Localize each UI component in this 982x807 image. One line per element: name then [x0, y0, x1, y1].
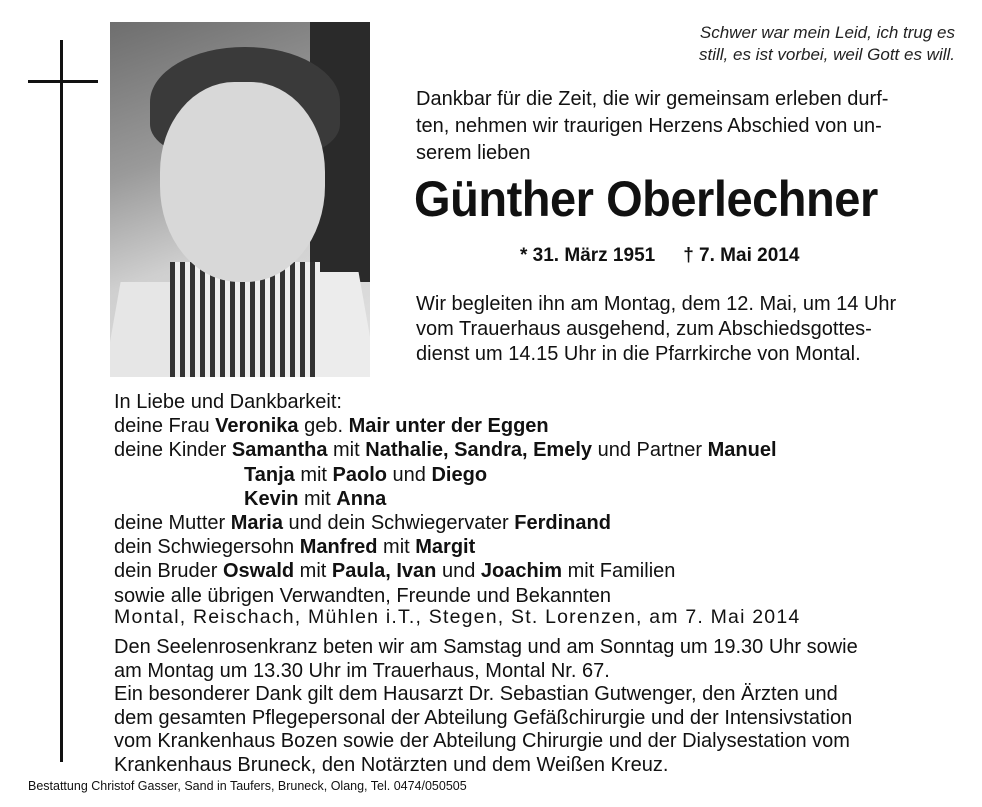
mourner-children: Kevin mit Anna	[244, 487, 387, 510]
places-and-date: Montal, Reischach, Mühlen i.T., Stegen, St. Lorenzen, am 7. Mai 2014	[114, 606, 801, 628]
thanks-line: dem gesamten Pflegepersonal der Abteilung Gefäßchirurgie und der Intensivstation	[114, 706, 853, 729]
funeral-home-footer: Bestattung Christof Gasser, Sand in Taufers, Bruneck, Olang, Tel. 0474/050505	[28, 779, 467, 793]
mourner-wife: deine Frau Veronika geb. Mair unter der Eggen	[114, 415, 549, 438]
mourners-heading: In Liebe und Dankbarkeit:	[114, 391, 342, 413]
motto-line: still, es ist vorbei, weil Gott es will.	[698, 45, 955, 64]
cross-horizontal-bar	[28, 80, 98, 83]
mourners-list	[114, 390, 934, 608]
birth-date: * 31. März 1951	[520, 245, 656, 266]
motto-line: Schwer war mein Leid, ich trug es	[699, 23, 955, 42]
mourner-children: deine Kinder Samantha mit Nathalie, Sandra, Emely und Partner Manuel	[114, 439, 777, 462]
motto-verse	[560, 22, 955, 66]
thanks-text	[114, 683, 959, 777]
deceased-name: Günther Oberlechner	[414, 171, 878, 227]
intro-text	[416, 86, 958, 167]
funeral-line: Wir begleiten ihn am Montag, dem 12. Mai, um 14 Uhr	[416, 293, 897, 315]
intro-line: Dankbar für die Zeit, die wir gemeinsam erleben durf-	[416, 88, 889, 110]
life-dates	[520, 244, 920, 268]
thanks-line: Ein besonderer Dank gilt dem Hausarzt Dr. Sebastian Gutwenger, den Ärzten und	[114, 683, 838, 705]
mourner-mother: deine Mutter Maria und dein Schwiegervater Ferdinand	[114, 512, 611, 535]
mourner-son-in-law: dein Schwiegersohn Manfred mit Margit	[114, 536, 476, 559]
intro-line: serem lieben	[416, 142, 531, 164]
rosary-info	[114, 636, 959, 683]
funeral-line: vom Trauerhaus ausgehend, zum Abschiedsgottes-	[416, 318, 872, 340]
intro-line: ten, nehmen wir traurigen Herzens Abschied von un-	[416, 115, 882, 137]
death-date: † 7. Mai 2014	[683, 245, 800, 266]
funeral-line: dienst um 14.15 Uhr in die Pfarrkirche von Montal.	[416, 343, 861, 365]
portrait-photo	[110, 22, 370, 377]
rosary-line: am Montag um 13.30 Uhr im Trauerhaus, Montal Nr. 67.	[114, 659, 610, 682]
thanks-line: vom Krankenhaus Bozen sowie der Abteilung Chirurgie und der Dialysestation vom	[114, 730, 850, 752]
mourner-children: Tanja mit Paolo und Diego	[244, 463, 488, 486]
rosary-line: Den Seelenrosenkranz beten wir am Samstag und am Sonntag um 19.30 Uhr sowie	[114, 636, 858, 658]
thanks-line: Krankenhaus Bruneck, den Notärzten und dem Weißen Kreuz.	[114, 753, 669, 776]
mourner-brother: dein Bruder Oswald mit Paula, Ivan und Joachim mit Familien	[114, 560, 676, 583]
funeral-info	[416, 292, 961, 367]
cross-vertical-bar	[60, 40, 63, 762]
mourner-others: sowie alle übrigen Verwandten, Freunde und Bekannten	[114, 584, 612, 607]
